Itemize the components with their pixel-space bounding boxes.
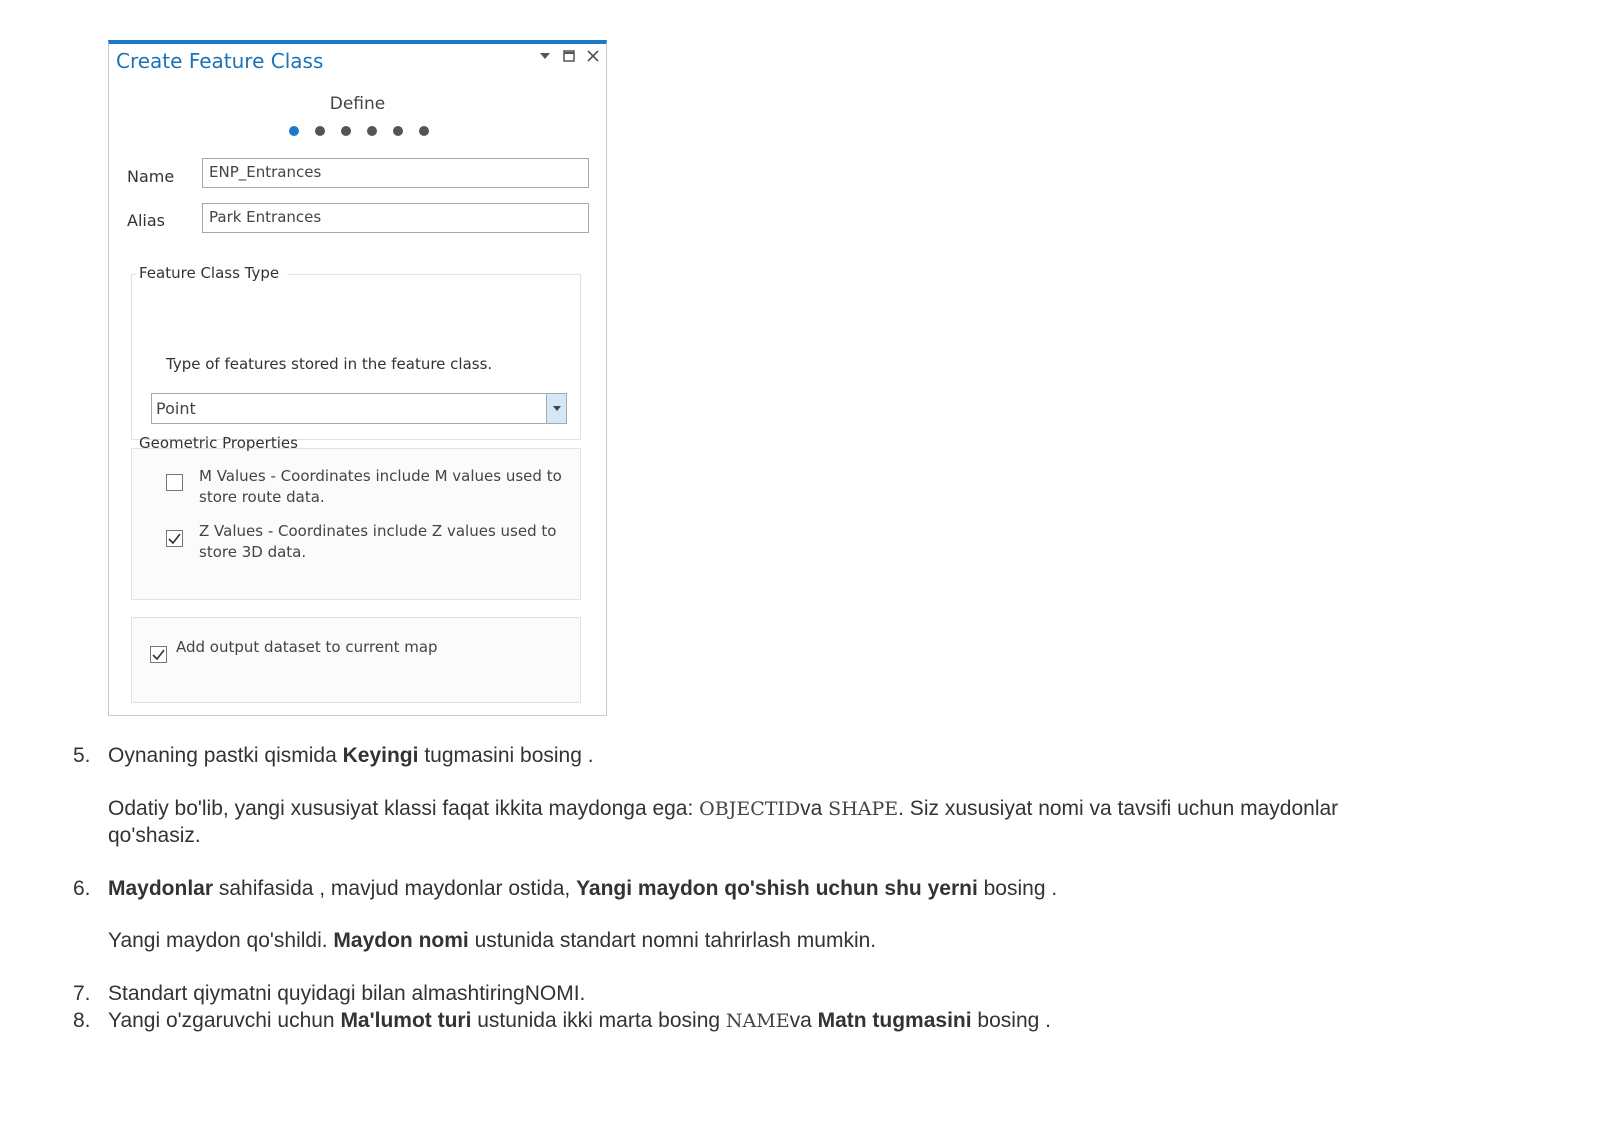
- step-6-text: [108, 877, 1057, 901]
- feature-type-hint: Type of features stored in the feature class.: [166, 355, 493, 373]
- step-dot-3[interactable]: [341, 126, 351, 136]
- name-field-value: ENP_Entrances: [209, 163, 322, 181]
- create-feature-class-panel: [108, 40, 607, 716]
- feature-class-type-label: Feature Class Type: [137, 264, 287, 282]
- step-dot-6[interactable]: [419, 126, 429, 136]
- step-6-note-b: ustunida standart nomni tahrirlash mumkin.: [468, 929, 877, 952]
- close-icon[interactable]: [586, 49, 600, 63]
- z-values-label-line2: store 3D data.: [199, 543, 307, 561]
- step-5-text: [108, 744, 594, 768]
- step-5-note-c: . Siz xususiyat nomi va tavsifi uchun maydonlar: [898, 797, 1339, 820]
- name-label: Name: [127, 167, 175, 186]
- panel-title: Create Feature Class: [116, 49, 324, 73]
- step-5-bold: Keyingi: [342, 744, 419, 767]
- step-5-note-line2: qo'shasiz.: [108, 824, 201, 847]
- step-6-text-a: sahifasida , mavjud maydonlar ostida,: [213, 877, 577, 900]
- alias-field[interactable]: [202, 203, 589, 233]
- step-6-text-c: bosing .: [977, 877, 1058, 900]
- step-7-text: Standart qiymatni quyidagi bilan almashtiringNOMI.: [108, 982, 586, 1005]
- chevron-down-icon[interactable]: [546, 394, 566, 423]
- alias-field-value: Park Entrances: [209, 208, 322, 226]
- step-dot-1[interactable]: [289, 126, 299, 136]
- step-7-number: 7.: [73, 982, 91, 1005]
- geometric-properties-label: Geometric Properties: [139, 434, 298, 452]
- step-8-text-e: bosing .: [971, 1009, 1051, 1032]
- m-values-label-line1: M Values - Coordinates include M values used to: [199, 467, 562, 485]
- feature-type-select[interactable]: [151, 393, 567, 424]
- feature-type-value: Point: [156, 399, 196, 418]
- step-8-text-a: Yangi o'zgaruvchi uchun: [108, 1009, 341, 1032]
- code-name: NAME: [725, 1010, 790, 1032]
- step-8-text: [108, 1009, 1051, 1033]
- step-6-note-a: Yangi maydon qo'shildi.: [108, 929, 334, 952]
- step-6-number: 6.: [73, 877, 91, 900]
- step-5-number: 5.: [73, 744, 91, 767]
- name-field[interactable]: [202, 158, 589, 188]
- step-dot-4[interactable]: [367, 126, 377, 136]
- step-dot-2[interactable]: [315, 126, 325, 136]
- panel-title-controls: [538, 49, 600, 63]
- step-6-bold-2: Yangi maydon qo'shish uchun shu yerni: [576, 877, 978, 900]
- step-6-note-bold: Maydon nomi: [333, 929, 469, 952]
- step-5-note-line1: [108, 797, 1338, 821]
- maximize-icon[interactable]: [562, 49, 576, 63]
- step-5-note-b: va: [800, 797, 829, 820]
- step-label: Define: [329, 94, 386, 114]
- m-values-label-line2: store route data.: [199, 488, 325, 506]
- step-8-text-c: ustunida ikki marta bosing: [471, 1009, 726, 1032]
- code-shape: SHAPE: [828, 798, 899, 820]
- add-output-group: [131, 617, 581, 703]
- step-indicator: [289, 126, 429, 136]
- z-values-label-line1: Z Values - Coordinates include Z values used to: [199, 522, 557, 540]
- step-8-text-d: va: [789, 1009, 818, 1032]
- code-objectid: OBJECTID: [699, 798, 801, 820]
- step-8-number: 8.: [73, 1009, 91, 1032]
- step-dot-5[interactable]: [393, 126, 403, 136]
- checkmark-icon: [168, 533, 181, 545]
- alias-label: Alias: [127, 211, 165, 230]
- step-8-bold-1: Ma'lumot turi: [340, 1009, 472, 1032]
- dropdown-menu-icon[interactable]: [538, 49, 552, 63]
- step-5-note-a: Odatiy bo'lib, yangi xususiyat klassi faqat ikkita maydonga ega:: [108, 797, 700, 820]
- step-8-bold-2: Matn tugmasini: [817, 1009, 972, 1032]
- step-5-text-c: tugmasini bosing .: [418, 744, 594, 767]
- add-output-checkbox[interactable]: [150, 646, 167, 663]
- z-values-checkbox[interactable]: [166, 530, 183, 547]
- step-6-bold-1: Maydonlar: [108, 877, 214, 900]
- step-6-note: [108, 929, 876, 953]
- checkmark-icon: [152, 649, 165, 661]
- add-output-label: Add output dataset to current map: [176, 638, 438, 656]
- step-5-text-a: Oynaning pastki qismida: [108, 744, 343, 767]
- m-values-checkbox[interactable]: [166, 474, 183, 491]
